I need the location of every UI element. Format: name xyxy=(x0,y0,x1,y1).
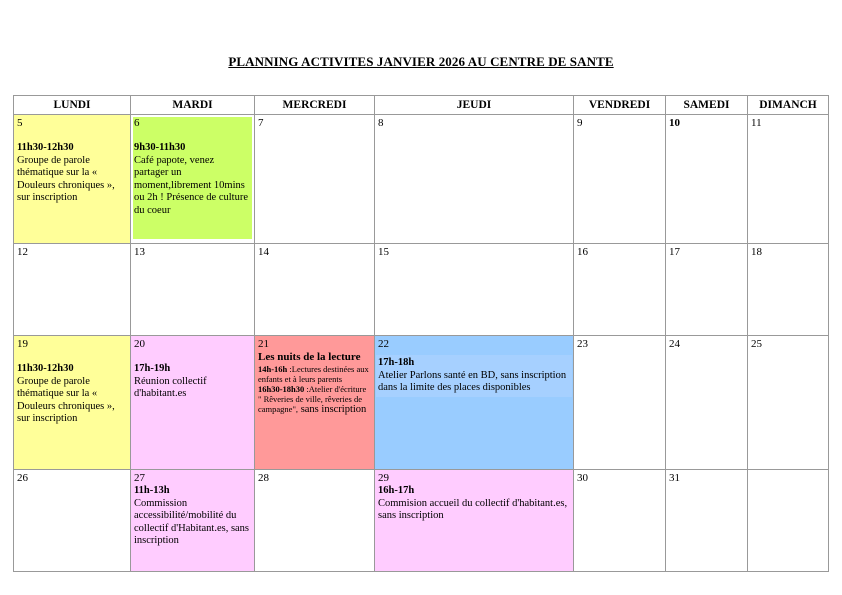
day-number: 25 xyxy=(751,338,762,350)
day-number: 10 xyxy=(669,117,680,129)
header-monday: LUNDI xyxy=(14,96,131,115)
day-cell-8[interactable] xyxy=(375,115,574,244)
day-cell-14[interactable] xyxy=(255,244,375,336)
day-number: 23 xyxy=(577,338,588,350)
day-number: 31 xyxy=(669,472,680,484)
day-cell-12[interactable] xyxy=(14,244,131,336)
day-cell-19[interactable] xyxy=(14,336,131,470)
day-number: 19 xyxy=(17,338,28,350)
day-number: 9 xyxy=(577,117,583,129)
event-time: 14h-16h xyxy=(258,363,288,374)
day-cell-25[interactable] xyxy=(748,336,829,470)
event-description: :Lectures destinées aux enfants et à leurs parents xyxy=(258,363,369,384)
calendar-table xyxy=(13,95,829,572)
day-number: 30 xyxy=(577,472,588,484)
day-number: 5 xyxy=(17,117,23,129)
day-cell-5[interactable] xyxy=(14,115,131,244)
day-cell-30[interactable] xyxy=(574,470,666,572)
event-description: Café papote, venez partager un moment,librement 10mins ou 2h ! Présence de culture du coeur xyxy=(134,154,248,216)
day-number: 6 xyxy=(134,117,140,129)
day-number: 7 xyxy=(258,117,264,129)
day-number: 22 xyxy=(378,338,389,350)
event-time: 16h30-18h30 xyxy=(258,383,305,394)
event-time: 11h30-12h30 xyxy=(17,142,74,153)
day-number: 12 xyxy=(17,246,28,258)
day-cell-17[interactable] xyxy=(666,244,748,336)
week-row-2 xyxy=(14,244,829,336)
header-saturday: SAMEDI xyxy=(666,96,748,115)
page-title: PLANNING ACTIVITES JANVIER 2026 AU CENTRE DE SANTE xyxy=(228,54,614,69)
event-note: sans inscription xyxy=(298,403,367,415)
week-row-3 xyxy=(14,336,829,470)
day-number: 16 xyxy=(577,246,588,258)
day-cell-26[interactable] xyxy=(14,470,131,572)
day-number: 18 xyxy=(751,246,762,258)
event-description: Groupe de parole thématique sur la « Douleurs chroniques », sur inscription xyxy=(17,154,115,203)
day-cell-16[interactable] xyxy=(574,244,666,336)
week-row-4 xyxy=(14,470,829,572)
day-number: 24 xyxy=(669,338,680,350)
day-cell-21[interactable] xyxy=(255,336,375,470)
day-number: 29 xyxy=(378,472,389,484)
day-cell-20[interactable] xyxy=(131,336,255,470)
day-cell-28[interactable] xyxy=(255,470,375,572)
header-tuesday: MARDI xyxy=(131,96,255,115)
day-cell-23[interactable] xyxy=(574,336,666,470)
day-cell-6[interactable] xyxy=(131,115,255,244)
day-cell-11[interactable] xyxy=(748,115,829,244)
day-number: 26 xyxy=(17,472,28,484)
day-number: 17 xyxy=(669,246,680,258)
event-time: 11h30-12h30 xyxy=(17,363,74,374)
day-number: 14 xyxy=(258,246,269,258)
day-cell-24[interactable] xyxy=(666,336,748,470)
day-cell-9[interactable] xyxy=(574,115,666,244)
event-description: Commision accueil du collectif d'habitant.es, sans inscription xyxy=(378,497,568,521)
event-heading: Les nuits de la lecture xyxy=(258,351,361,363)
day-number: 27 xyxy=(134,472,145,484)
event-time: 9h30-11h30 xyxy=(134,142,186,153)
day-number: 13 xyxy=(134,246,145,258)
day-cell-15[interactable] xyxy=(375,244,574,336)
event-description: Réunion collectif d'habitant.es xyxy=(134,375,207,399)
day-number: 20 xyxy=(134,338,145,350)
day-cell-13[interactable] xyxy=(131,244,255,336)
day-number: 28 xyxy=(258,472,269,484)
event-description: Atelier Parlons santé en BD, sans inscription dans la limite des places disponibles xyxy=(378,369,567,393)
weekday-header-row xyxy=(14,96,829,115)
day-cell-31[interactable] xyxy=(666,470,748,572)
week-row-1 xyxy=(14,115,829,244)
event-time: 17h-19h xyxy=(134,363,171,374)
header-thursday: JEUDI xyxy=(375,96,574,115)
header-wednesday: MERCREDI xyxy=(255,96,375,115)
day-cell-7[interactable] xyxy=(255,115,375,244)
day-cell-27[interactable] xyxy=(131,470,255,572)
event-time: 11h-13h xyxy=(134,485,170,496)
day-number: 8 xyxy=(378,117,384,129)
day-cell-empty xyxy=(748,470,829,572)
day-cell-22[interactable] xyxy=(375,336,574,470)
header-sunday: DIMANCH xyxy=(748,96,829,115)
event-description: Groupe de parole thématique sur la « Douleurs chroniques », sur inscription xyxy=(17,375,115,424)
day-cell-18[interactable] xyxy=(748,244,829,336)
header-friday: VENDREDI xyxy=(574,96,666,115)
event-time: 17h-18h xyxy=(378,357,415,368)
day-cell-29[interactable] xyxy=(375,470,574,572)
event-description: :Atelier d'écriture " Rêveries de ville, rêveries de campagne", xyxy=(258,383,367,414)
day-cell-10[interactable] xyxy=(666,115,748,244)
event-time: 16h-17h xyxy=(378,485,415,496)
day-number: 11 xyxy=(751,117,762,129)
day-number: 21 xyxy=(258,338,269,350)
day-number: 15 xyxy=(378,246,389,258)
event-description: Commission accessibilité/mobilité du collectif d'Habitant.es, sans inscription xyxy=(134,497,250,546)
